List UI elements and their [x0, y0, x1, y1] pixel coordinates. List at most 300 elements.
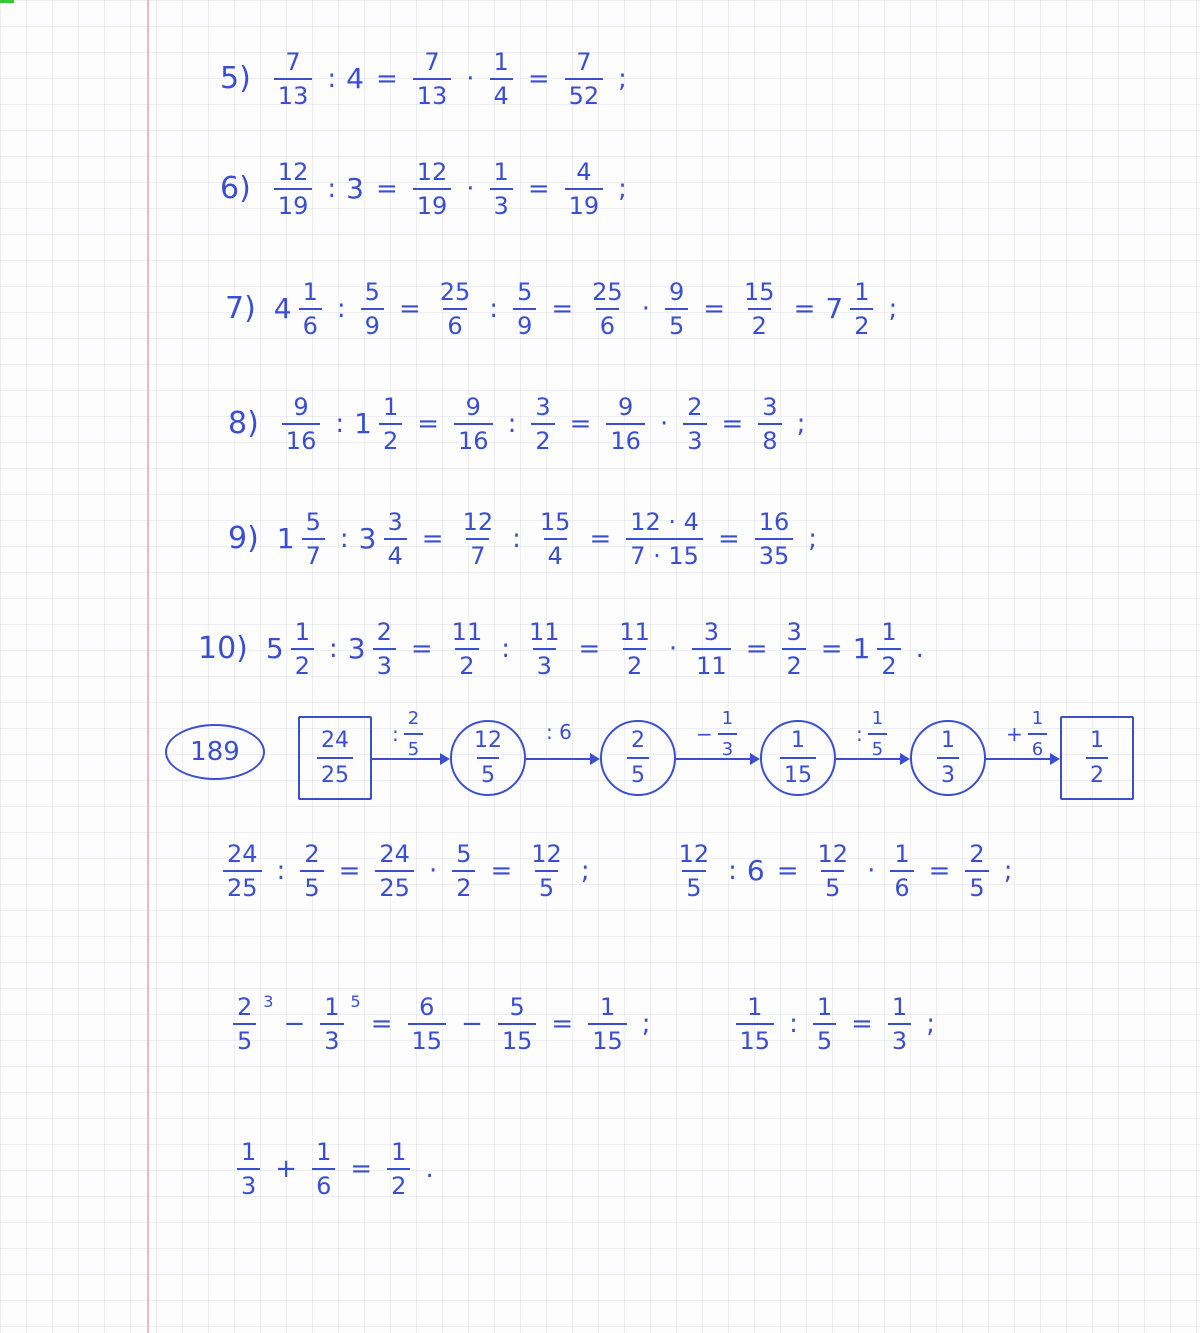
denominator: 19: [413, 188, 452, 218]
whole-part: 5: [265, 632, 284, 665]
numerator: 9: [618, 393, 634, 421]
operator: =: [745, 634, 768, 664]
equation-row: [228, 510, 827, 568]
numerator: 1: [391, 1138, 407, 1166]
operation-fraction: [718, 708, 737, 760]
numerator: 7: [285, 48, 301, 76]
operator: =: [417, 409, 440, 439]
numerator: 1: [302, 278, 318, 306]
numerator: 1: [241, 1138, 257, 1166]
fraction-part: [299, 280, 322, 338]
numerator: 12: [531, 840, 562, 868]
denominator: 6: [299, 308, 322, 338]
denominator: 3: [937, 757, 959, 788]
mixed-number: [277, 510, 330, 568]
denominator: 5: [813, 1023, 836, 1053]
denominator: 2: [748, 308, 771, 338]
numerator: 11: [451, 618, 483, 646]
numerator: 25: [439, 278, 471, 306]
operator: ;: [796, 409, 806, 439]
whole-part: 4: [273, 292, 292, 325]
operator: −: [461, 1009, 483, 1039]
denominator: 52: [565, 78, 604, 108]
denominator: 6: [443, 308, 466, 338]
fraction-part: [302, 510, 325, 568]
numerator: 5: [305, 508, 321, 536]
operator: ·: [867, 856, 876, 886]
numerator: 3: [762, 393, 778, 421]
numerator: 9: [465, 393, 481, 421]
numerator: 1: [493, 48, 509, 76]
operator: ;: [1003, 856, 1013, 886]
chain-node-6: [1060, 716, 1134, 800]
fraction: [274, 50, 313, 108]
denominator: 16: [606, 423, 645, 453]
problem-number: 6): [220, 171, 251, 206]
task-number-oval: [165, 724, 265, 780]
operator: :: [728, 856, 737, 886]
operator: =: [375, 64, 398, 94]
fraction: [565, 50, 604, 108]
denominator: 15: [408, 1023, 447, 1053]
fraction: [565, 160, 604, 218]
denominator: 2: [455, 648, 478, 678]
whole-part: 1: [276, 522, 295, 555]
chain-operation-4: [856, 708, 892, 760]
denominator: 5: [404, 733, 423, 760]
operator: =: [410, 634, 433, 664]
operator: ;: [888, 294, 898, 324]
denominator: 3: [373, 648, 396, 678]
fraction-part: [877, 620, 900, 678]
operator: :: [336, 294, 346, 324]
numerator: 2: [376, 618, 392, 646]
mixed-number: [359, 510, 412, 568]
fraction: [665, 280, 688, 338]
numerator: 1: [599, 993, 616, 1021]
mixed-number: [354, 395, 407, 453]
integer: 3: [346, 172, 364, 205]
denominator: 15: [780, 757, 816, 788]
numerator: 7: [424, 48, 440, 76]
operator: :: [327, 174, 337, 204]
numerator: 1: [747, 993, 763, 1021]
equation-row: [228, 992, 945, 1055]
operator: +: [275, 1154, 298, 1184]
operator: ;: [618, 174, 627, 204]
denominator: 6: [312, 1168, 335, 1198]
whole-part: 3: [358, 522, 377, 555]
denominator: 3: [320, 1023, 343, 1053]
chain-node-3: [600, 720, 676, 796]
numerator: 1: [1090, 728, 1104, 753]
numerator: 3: [786, 618, 802, 646]
fraction: [626, 510, 703, 568]
node-fraction: [470, 728, 506, 788]
operator: =: [928, 856, 951, 886]
operator: :: [512, 524, 521, 554]
operator: ;: [808, 524, 818, 554]
fraction: [513, 280, 536, 338]
operation-fraction: [1028, 708, 1047, 760]
node-fraction: [317, 728, 353, 788]
fraction: [459, 510, 498, 568]
fraction: [282, 395, 321, 453]
fraction: [320, 995, 343, 1053]
problem-number: 10): [198, 631, 248, 666]
problem-number: 9): [228, 521, 259, 556]
chain-operation-1: [392, 708, 428, 760]
equation-row: [218, 842, 1022, 900]
numerator: 1: [493, 158, 509, 186]
numerator: 12 · 4: [630, 508, 699, 536]
denominator: 5: [821, 870, 844, 900]
denominator: 5: [682, 870, 705, 900]
numerator: 2: [969, 840, 985, 868]
operator: −: [283, 1009, 306, 1039]
fraction: [408, 995, 447, 1053]
operator: ·: [428, 856, 438, 886]
operator: ·: [659, 409, 669, 439]
numerator: 25: [592, 278, 623, 306]
fraction: [890, 842, 913, 900]
numerator: 1: [791, 728, 805, 753]
operator: =: [793, 294, 816, 324]
mixed-number: [853, 620, 906, 678]
denominator: 4: [490, 78, 513, 108]
operator: :: [329, 634, 338, 664]
mixed-number: [825, 280, 878, 338]
operator: =: [721, 409, 744, 439]
operator: .: [915, 634, 924, 664]
numerator: 5: [364, 278, 380, 306]
operation-fraction: [404, 708, 423, 760]
denominator: 3: [533, 648, 556, 678]
denominator: 25: [223, 870, 262, 900]
operator: =: [398, 294, 421, 324]
denominator: 2: [877, 648, 900, 678]
denominator: 2: [379, 423, 402, 453]
equation-row: [228, 395, 815, 453]
fraction: [527, 842, 566, 900]
numerator: 3: [535, 393, 551, 421]
whole-part: 1: [354, 407, 372, 440]
whole-part: 3: [347, 632, 366, 665]
operator: =: [370, 1009, 393, 1039]
denominator: 7: [466, 538, 489, 568]
problem-number: 5): [220, 61, 251, 96]
fraction-part: [373, 620, 396, 678]
mixed-number: [274, 280, 327, 338]
extra-factor: 5: [350, 992, 361, 1011]
operation-fraction: [868, 708, 887, 760]
fraction: [675, 842, 714, 900]
fraction: [813, 995, 836, 1053]
operator: :: [501, 634, 510, 664]
denominator: 6: [890, 870, 913, 900]
corner-mark: [0, 0, 14, 3]
numerator: 7: [576, 48, 592, 76]
denominator: 2: [782, 648, 805, 678]
numerator: 1: [324, 993, 340, 1021]
notebook-margin-line: [147, 0, 149, 1333]
operator: ·: [668, 634, 678, 664]
numerator: 1: [891, 993, 908, 1021]
numerator: 1: [816, 993, 833, 1021]
integer: 4: [346, 62, 364, 95]
numerator: 1: [294, 618, 310, 646]
fraction: [223, 842, 262, 900]
numerator: 9: [293, 393, 309, 421]
operation-sign: −: [696, 722, 713, 746]
equation-row: [232, 1140, 444, 1198]
integer: 6: [746, 854, 765, 887]
numerator: 3: [387, 508, 403, 536]
operator: =: [421, 524, 444, 554]
fraction: [606, 395, 645, 453]
operator: ·: [466, 64, 475, 94]
numerator: 2: [304, 840, 320, 868]
fraction: [736, 995, 775, 1053]
denominator: 15: [588, 1023, 627, 1053]
numerator: 2: [407, 708, 420, 729]
extra-factor: 3: [263, 992, 274, 1011]
operator: =: [589, 524, 612, 554]
operator: :: [327, 64, 337, 94]
fraction: [588, 280, 627, 338]
operator: ;: [580, 856, 590, 886]
numerator: 16: [758, 508, 790, 536]
numerator: 5: [517, 278, 533, 306]
operator: :: [507, 409, 517, 439]
operator: =: [717, 524, 740, 554]
denominator: 2: [531, 423, 554, 453]
chain-node-2: [450, 720, 526, 796]
numerator: 5: [509, 993, 525, 1021]
numerator: 3: [703, 618, 720, 646]
fraction: [300, 842, 323, 900]
fraction-part: [850, 280, 873, 338]
operator: ·: [466, 174, 475, 204]
denominator: 6: [1028, 733, 1047, 760]
denominator: 13: [413, 78, 452, 108]
numerator: 15: [744, 278, 775, 306]
numerator: 1: [721, 708, 734, 729]
chain-node-5: [910, 720, 986, 796]
numerator: 1: [316, 1138, 332, 1166]
chain-operation-3: [696, 708, 742, 760]
denominator: 5: [965, 870, 988, 900]
numerator: 1: [941, 728, 955, 753]
numerator: 1: [894, 840, 910, 868]
fraction: [490, 50, 513, 108]
numerator: 12: [462, 508, 494, 536]
problem-number: 8): [228, 406, 259, 441]
operator: =: [338, 856, 361, 886]
numerator: 5: [456, 840, 472, 868]
numerator: 24: [227, 840, 258, 868]
numerator: 2: [687, 393, 703, 421]
operator: =: [578, 634, 601, 664]
denominator: 5: [477, 757, 499, 788]
denominator: 25: [375, 870, 414, 900]
denominator: 7 · 15: [626, 538, 703, 568]
denominator: 2: [291, 648, 314, 678]
fraction: [274, 160, 313, 218]
fraction: [782, 620, 805, 678]
operator: =: [551, 1009, 574, 1039]
node-fraction: [780, 728, 816, 788]
numerator: 11: [619, 618, 650, 646]
fraction-part: [384, 510, 407, 568]
operator: =: [551, 294, 574, 324]
numerator: 2: [631, 728, 645, 753]
denominator: 5: [233, 1023, 256, 1053]
node-fraction: [937, 728, 959, 788]
operator: .: [425, 1154, 434, 1184]
operation-chain-diagram: [165, 708, 1155, 812]
denominator: 11: [692, 648, 731, 678]
chain-arrow-2: [526, 758, 598, 760]
denominator: 16: [454, 423, 493, 453]
operator: =: [350, 1154, 373, 1184]
denominator: 2: [387, 1168, 410, 1198]
denominator: 5: [627, 757, 649, 788]
whole-part: 1: [852, 632, 871, 665]
node-fraction: [627, 728, 649, 788]
numerator: 6: [419, 993, 435, 1021]
operator: =: [490, 856, 513, 886]
fraction: [758, 395, 781, 453]
fraction: [375, 842, 414, 900]
operation-sign: :: [856, 722, 863, 746]
denominator: 3: [683, 423, 706, 453]
node-fraction: [1086, 728, 1108, 788]
fraction-part: [379, 395, 402, 453]
denominator: 16: [282, 423, 321, 453]
denominator: 19: [274, 188, 313, 218]
fraction: [814, 842, 853, 900]
fraction: [237, 1140, 260, 1198]
chain-operation-2: [546, 720, 572, 744]
denominator: 8: [758, 423, 781, 453]
chain-operation-5: [1006, 708, 1052, 760]
operator: =: [851, 1009, 873, 1039]
numerator: 12: [817, 840, 849, 868]
fraction: [740, 280, 779, 338]
operator: =: [820, 634, 843, 664]
denominator: 4: [544, 538, 567, 568]
numerator: 12: [416, 158, 448, 186]
operator: :: [789, 1009, 798, 1039]
denominator: 4: [384, 538, 407, 568]
numerator: 11: [528, 618, 560, 646]
numerator: 15: [539, 508, 571, 536]
denominator: 13: [274, 78, 313, 108]
fraction: [312, 1140, 335, 1198]
chain-node-4: [760, 720, 836, 796]
fraction: [361, 280, 384, 338]
fraction: [536, 510, 575, 568]
denominator: 7: [302, 538, 325, 568]
numerator: 12: [277, 158, 309, 186]
operation-sign: +: [1006, 722, 1023, 746]
numerator: 24: [379, 840, 410, 868]
denominator: 3: [888, 1023, 911, 1053]
fraction: [683, 395, 706, 453]
numerator: 1: [1031, 708, 1044, 729]
numerator: 4: [576, 158, 592, 186]
operator: =: [703, 294, 726, 324]
fraction: [413, 50, 452, 108]
denominator: 2: [850, 308, 873, 338]
fraction: [490, 160, 513, 218]
fraction: [588, 995, 627, 1053]
numerator: 1: [854, 278, 870, 306]
equation-row: [225, 280, 907, 338]
fraction: [692, 620, 731, 678]
operator: :: [276, 856, 286, 886]
numerator: 12: [678, 840, 710, 868]
denominator: 5: [868, 733, 887, 760]
numerator: 9: [668, 278, 685, 306]
operator: =: [569, 409, 592, 439]
denominator: 5: [665, 308, 688, 338]
numerator: 12: [474, 728, 502, 753]
denominator: 5: [300, 870, 323, 900]
denominator: 3: [490, 188, 513, 218]
fraction: [387, 1140, 410, 1198]
fraction: [452, 842, 475, 900]
numerator: 1: [871, 708, 884, 729]
operator: =: [776, 856, 799, 886]
numerator: 1: [382, 393, 399, 421]
fraction: [448, 620, 487, 678]
operator: ;: [641, 1009, 651, 1039]
mixed-number: [348, 620, 401, 678]
fraction: [525, 620, 564, 678]
denominator: 6: [596, 308, 619, 338]
denominator: 35: [755, 538, 794, 568]
fraction: [498, 995, 537, 1053]
problem-number: 7): [225, 291, 256, 326]
denominator: 25: [317, 757, 353, 788]
fraction: [888, 995, 911, 1053]
whole-part: 7: [825, 292, 844, 325]
denominator: 9: [361, 308, 384, 338]
numerator: 24: [321, 728, 349, 753]
operator: :: [339, 524, 349, 554]
fraction: [615, 620, 654, 678]
denominator: 3: [237, 1168, 260, 1198]
equation-row: [198, 620, 934, 678]
operator: :: [489, 294, 499, 324]
denominator: 3: [718, 733, 737, 760]
fraction: [413, 160, 452, 218]
denominator: 15: [736, 1023, 775, 1053]
fraction: [454, 395, 493, 453]
fraction: [755, 510, 794, 568]
operator: ;: [926, 1009, 935, 1039]
equation-row: [220, 160, 637, 218]
fraction: [965, 842, 988, 900]
fraction-part: [291, 620, 314, 678]
mixed-number: [266, 620, 319, 678]
denominator: 5: [535, 870, 558, 900]
denominator: 2: [452, 870, 475, 900]
fraction: [436, 280, 475, 338]
numerator: 1: [881, 618, 897, 646]
